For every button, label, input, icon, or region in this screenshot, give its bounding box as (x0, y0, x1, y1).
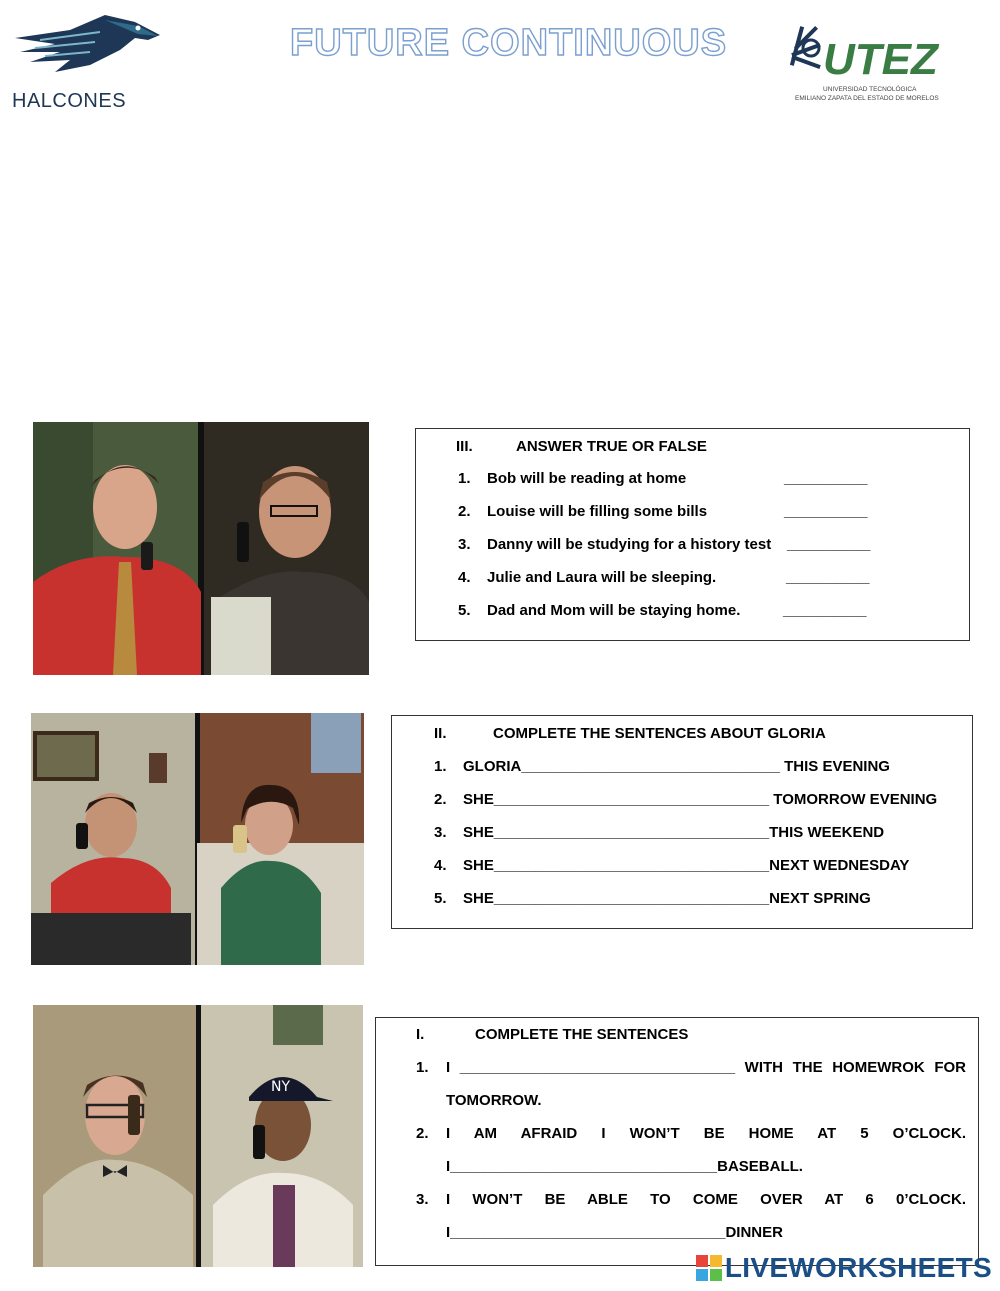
liveworksheets-watermark (696, 1253, 992, 1283)
exercise-heading: III. ANSWER TRUE OR FALSE (456, 438, 707, 455)
utez-logo-text: UTEZ (823, 35, 938, 84)
watermark-text: LIVEWORKSHEETS (724, 1252, 992, 1283)
exercise-complete (375, 1017, 979, 1266)
list-item: 3. I WON’T BE ABLE TO COME OVER AT 6 0’CLOCK. (416, 1191, 966, 1208)
halcones-logo (10, 10, 170, 110)
list-item: 3. Danny will be studying for a history test (458, 536, 772, 553)
falcon-icon (10, 10, 170, 90)
list-item: 2. Louise will be filling some bills (458, 503, 708, 520)
list-item-continuation: TOMORROW. (446, 1092, 542, 1109)
halcones-logo-text: HALCONES (12, 90, 127, 112)
list-item: 5. SHE_________________________________NEXT SPRING (434, 890, 871, 907)
page-title: FUTURE CONTINUOUS (290, 22, 728, 64)
liveworksheets-logo-icon (696, 1255, 722, 1281)
photo-phone-call-3 (33, 1005, 363, 1267)
utez-emblem-icon (785, 18, 955, 84)
list-item: 5. Dad and Mom will be staying home. (458, 602, 741, 619)
list-item: 2. I AM AFRAID I WON’T BE HOME AT 5 O’CLOCK. (416, 1125, 966, 1142)
list-item-continuation: I________________________________BASEBALL. (446, 1158, 803, 1175)
answer-blank[interactable]: __________ (784, 470, 868, 487)
list-item: 4. Julie and Laura will be sleeping. (458, 569, 717, 586)
list-item: 2. SHE_________________________________ TOMORROW EVENING (434, 791, 938, 808)
answer-blank[interactable]: __________ (784, 503, 868, 520)
utez-subtitle-2: EMILIANO ZAPATA DEL ESTADO DE MORELOS (795, 95, 939, 102)
list-item: 1. Bob will be reading at home (458, 470, 687, 487)
exercise-true-false (415, 428, 970, 641)
exercise-heading: II. COMPLETE THE SENTENCES ABOUT GLORIA (434, 725, 826, 742)
list-item: 1. I _________________________________ WITH THE HOMEWROK FOR (416, 1059, 966, 1076)
answer-blank[interactable]: __________ (783, 602, 867, 619)
answer-blank[interactable]: __________ (786, 569, 870, 586)
list-item-continuation: I_________________________________DINNER (446, 1224, 783, 1241)
photo-phone-call-1 (33, 422, 369, 675)
utez-logo (785, 18, 955, 108)
photo-phone-call-2 (31, 713, 364, 965)
utez-subtitle-1: UNIVERSIDAD TECNOLÓGICA (823, 86, 917, 93)
list-item: 3. SHE_________________________________THIS WEEKEND (434, 824, 885, 841)
list-item: 1. GLORIA_______________________________ THIS EVENING (434, 758, 890, 775)
exercise-heading: I. COMPLETE THE SENTENCES (416, 1026, 689, 1043)
list-item: 4. SHE_________________________________NEXT WEDNESDAY (434, 857, 910, 874)
answer-blank[interactable]: __________ (787, 536, 871, 553)
exercise-gloria (391, 715, 973, 929)
svg-text:NY: NY (271, 1079, 291, 1095)
